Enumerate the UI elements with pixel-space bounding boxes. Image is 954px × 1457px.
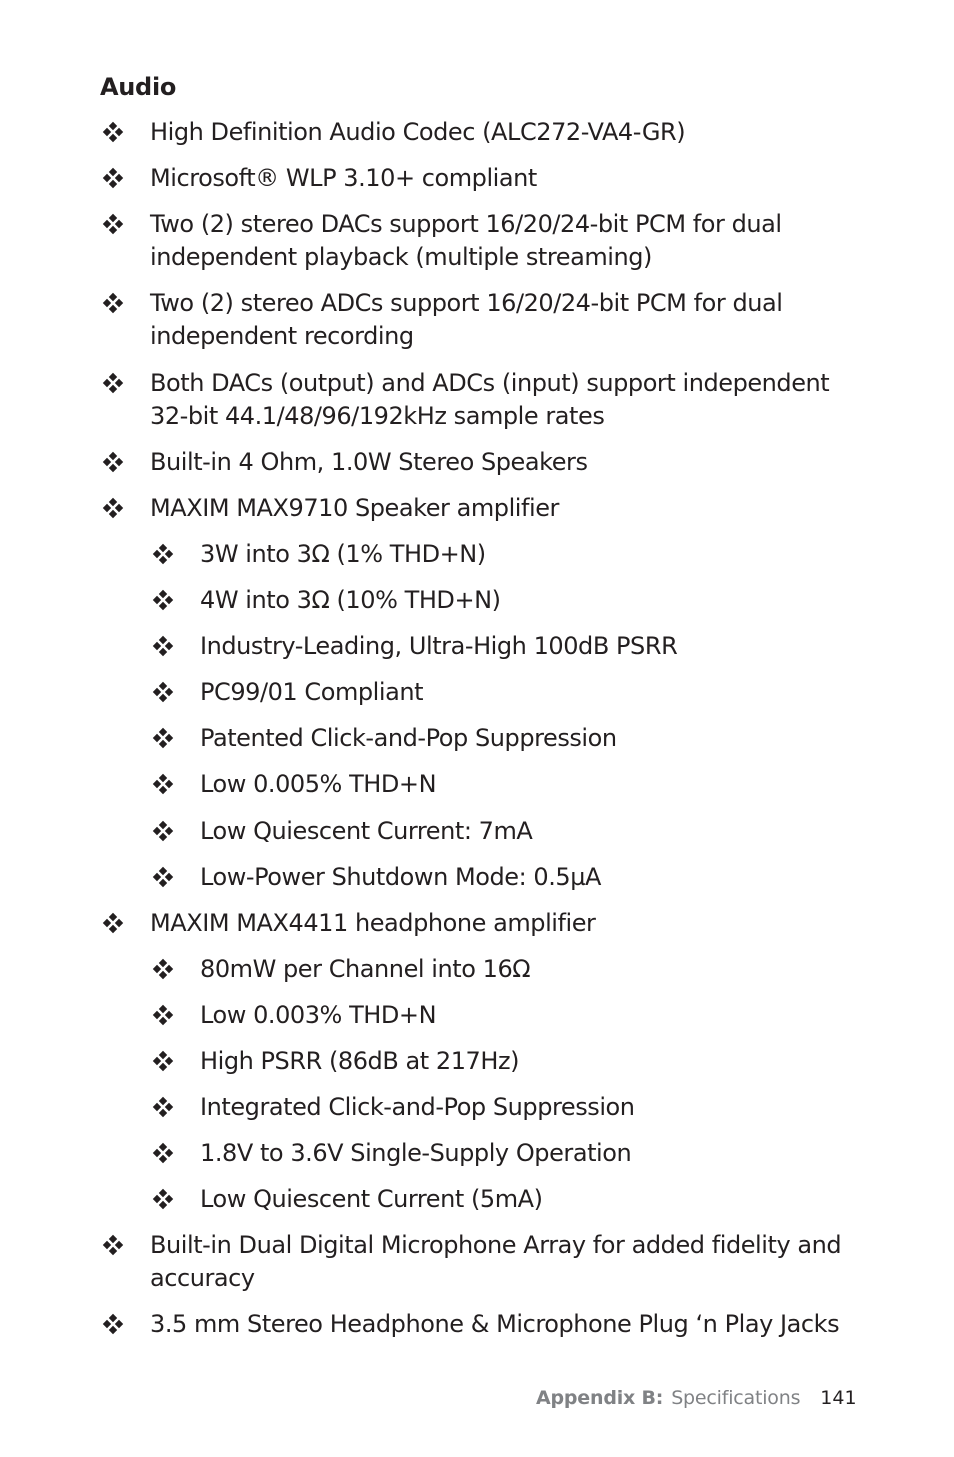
list-item: MAXIM MAX4411 headphone amplifier <box>150 909 596 937</box>
bullet-icon <box>152 1004 174 1026</box>
sub-list-item: Integrated Click-and-Pop Suppression <box>200 1093 635 1121</box>
bullet-icon <box>102 372 124 394</box>
bullet-icon <box>102 121 124 143</box>
bullet-icon <box>152 635 174 657</box>
list-item: MAXIM MAX9710 Speaker amplifier <box>150 494 559 522</box>
bullet-icon <box>102 912 124 934</box>
bullet-icon <box>102 167 124 189</box>
page-number: 141 <box>820 1387 857 1409</box>
bullet-icon <box>152 1050 174 1072</box>
bullet-icon <box>102 1234 124 1256</box>
sub-list-item: 4W into 3Ω (10% THD+N) <box>200 586 501 614</box>
section-heading: Audio <box>100 73 177 101</box>
bullet-icon <box>152 681 174 703</box>
bullet-icon <box>152 1096 174 1118</box>
list-item: Microsoft® WLP 3.10+ compliant <box>150 164 537 192</box>
page-footer <box>536 1384 856 1412</box>
sub-list-item: Low Quiescent Current: 7mA <box>200 817 533 845</box>
bullet-icon <box>152 820 174 842</box>
footer-chapter: Specifications <box>671 1387 801 1409</box>
bullet-icon <box>102 213 124 235</box>
sub-list-item: Low-Power Shutdown Mode: 0.5µA <box>200 863 602 891</box>
list-item: Two (2) stereo DACs support 16/20/24-bit PCM for dual independent playback (multiple streaming) <box>150 210 782 271</box>
sub-list-item: Low 0.003% THD+N <box>200 1001 437 1029</box>
bullet-icon <box>102 497 124 519</box>
list-item: 3.5 mm Stereo Headphone & Microphone Plug ‘n Play Jacks <box>150 1310 840 1338</box>
bullet-icon <box>152 1188 174 1210</box>
bullet-icon <box>152 866 174 888</box>
list-item: Built-in 4 Ohm, 1.0W Stereo Speakers <box>150 448 588 476</box>
bullet-icon <box>102 292 124 314</box>
list-item: Built-in Dual Digital Microphone Array for added fidelity and accuracy <box>150 1231 842 1292</box>
bullet-icon <box>102 1313 124 1335</box>
sub-list-item: 80mW per Channel into 16Ω <box>200 955 531 983</box>
bullet-icon <box>152 1142 174 1164</box>
list-item: Both DACs (output) and ADCs (input) support independent 32-bit 44.1/48/96/192kHz sample rates <box>150 369 830 430</box>
bullet-icon <box>152 589 174 611</box>
list-item: Two (2) stereo ADCs support 16/20/24-bit PCM for dual independent recording <box>150 289 783 350</box>
sub-list-item: 3W into 3Ω (1% THD+N) <box>200 540 486 568</box>
sub-list-item: High PSRR (86dB at 217Hz) <box>200 1047 520 1075</box>
bullet-icon <box>152 543 174 565</box>
bullet-icon <box>102 451 124 473</box>
sub-list-item: Patented Click-and-Pop Suppression <box>200 724 617 752</box>
sub-list-item: Low Quiescent Current (5mA) <box>200 1185 543 1213</box>
sub-list-item: Low 0.005% THD+N <box>200 770 437 798</box>
bullet-icon <box>152 727 174 749</box>
bullet-icon <box>152 773 174 795</box>
list-item: High Definition Audio Codec (ALC272-VA4-GR) <box>150 118 686 146</box>
sub-list-item: 1.8V to 3.6V Single-Supply Operation <box>200 1139 632 1167</box>
sub-list-item: Industry-Leading, Ultra-High 100dB PSRR <box>200 632 678 660</box>
sub-list-item: PC99/01 Compliant <box>200 678 424 706</box>
footer-section: Appendix B: <box>536 1387 664 1409</box>
bullet-icon <box>152 958 174 980</box>
